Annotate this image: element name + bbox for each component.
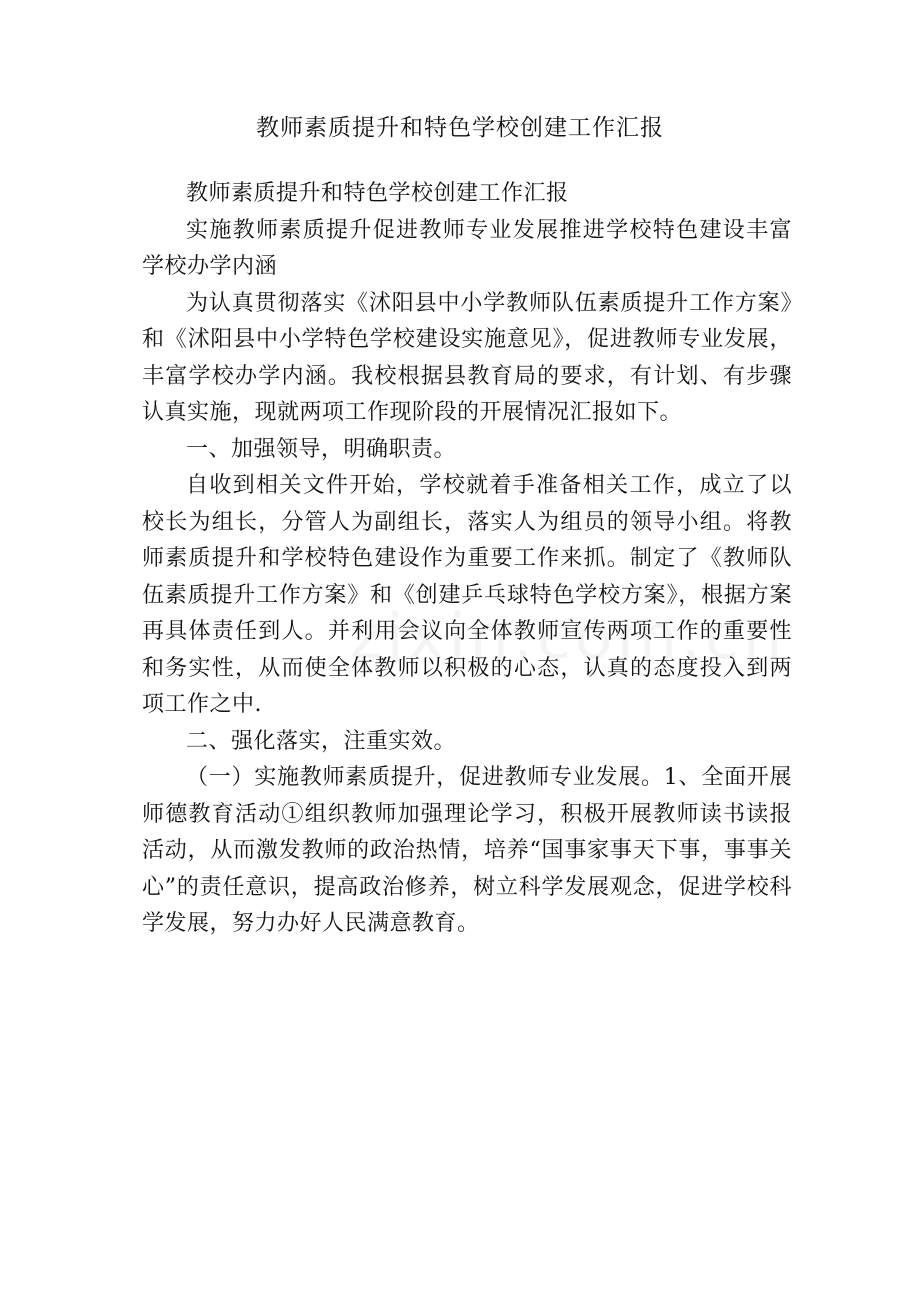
document-title: 教师素质提升和特色学校创建工作汇报 xyxy=(256,115,664,141)
paragraph-subtitle: 实施教师素质提升促进教师专业发展推进学校特色建设丰富学校办学内涵 xyxy=(142,217,792,279)
document-body xyxy=(142,176,792,943)
paragraph-section-1: 自收到相关文件开始，学校就着手准备相关工作，成立了以校长为组长，分管人为副组长，落实人为组员的领导小组。将教师素质提升和学校特色建设作为重要工作来抓。制定了《教师队伍素质提升工作方案》和《创建乒乓球特色学校方案》，根据方案再具体责任到人。并利用会议向全体教师宣传两项工作的重要性和务实性，从而使全体教师以积极的心态，认真的态度投入到两项工作之中. xyxy=(142,473,792,717)
paragraph-heading: 教师素质提升和特色学校创建工作汇报 xyxy=(186,181,569,206)
section-heading-1: 一、加强领导，明确职责。 xyxy=(186,436,457,462)
paragraph-intro: 为认真贯彻落实《沭阳县中小学教师队伍素质提升工作方案》和《沭阳县中小学特色学校建设实施意见》，促进教师专业发展，丰富学校办学内涵。我校根据县教育局的要求，有计划、有步骤认真实施，现就两项工作现阶段的开展情况汇报如下。 xyxy=(142,290,792,425)
section-heading-2: 二、强化落实，注重实效。 xyxy=(186,728,457,754)
paragraph-section-2: （一）实施教师素质提升，促进教师专业发展。1、全面开展师德教育活动①组织教师加强理论学习，积极开展教师读书读报活动，从而激发教师的政治热情，培养“国事家事天下事，事事关心”的责任意识，提高政治修养，树立科学发展观念，促进学校科学发展，努力办好人民满意教育。 xyxy=(142,765,792,936)
